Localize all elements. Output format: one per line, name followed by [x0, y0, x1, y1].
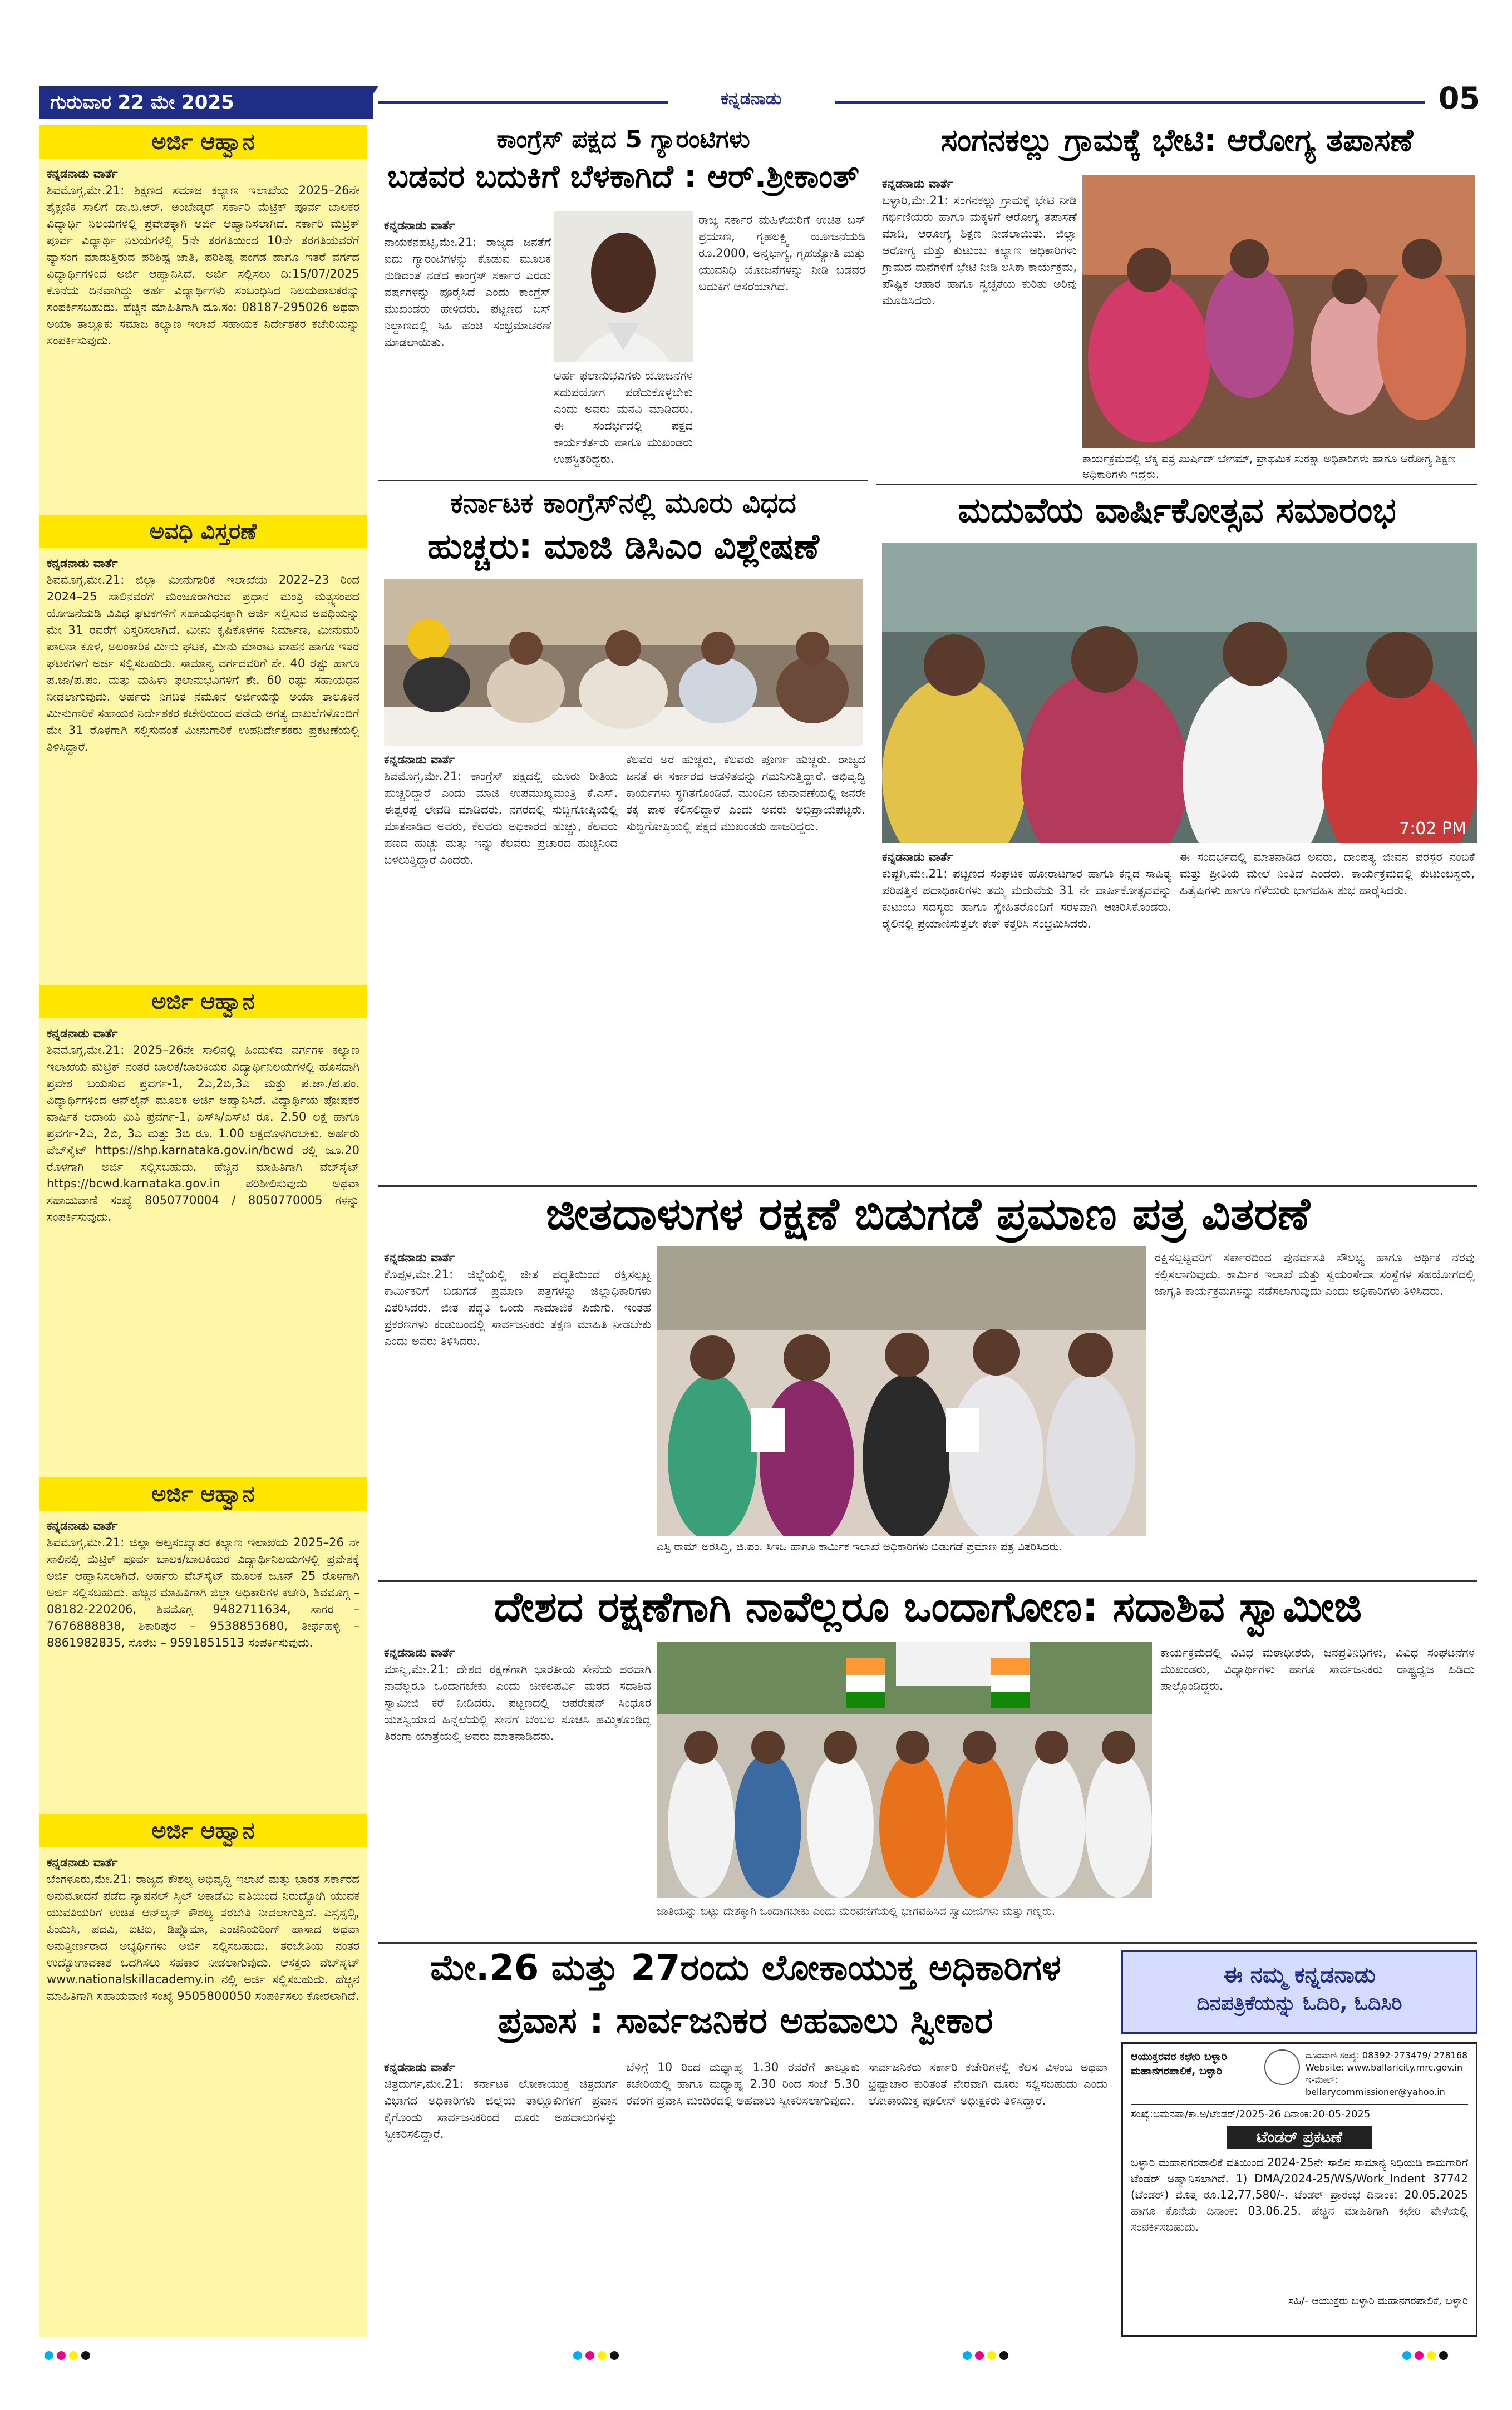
byline: ಕನ್ನಡನಾಡು ವಾರ್ತೆ [47, 1519, 118, 1532]
promo-line1: ಈ ನಮ್ಮ ಕನ್ನಡನಾಡು [1223, 1962, 1376, 1988]
nation-headline: ದೇಶದ ರಕ್ಷಣೆಗಾಗಿ ನಾವೆಲ್ಲರೂ ಒಂದಾಗೋಣ: ಸದಾಶಿವ ಸ್ವಾಮೀಜಿ [494, 1583, 1362, 1631]
certificate-distribution-image-icon [657, 1246, 1146, 1536]
portrait-photo [554, 211, 693, 362]
kc-body-2: ಕೆಲವರ ಅರೆ ಹುಚ್ಚರು, ಕೆಲವರು ಪೂರ್ಣ ಹುಚ್ಚರು. ರಾಜ್ಯದ ಜನತೆ ಈ ಸರ್ಕಾರದ ಆಡಳಿತವನ್ನು ಗಮನಿಸುತ್ತಿದ್ದಾರೆ. ಅಭಿವೃದ್ಧಿ ಕಾರ್ಯಗಳು ಸ್ಥಗಿತಗೊಂಡಿವೆ. ಮುಂದಿನ ಚುನಾವಣೆಯಲ್ಲಿ ಜನರೇ ತಕ್ಕ ಪಾಠ ಕಲಿಸಲಿದ್ದಾರೆ ಎಂದು ಅವರು ಅಭಿಪ್ರಾಯಪಟ್ಟರು. ಸುದ್ದಿಗೋಷ್ಠಿಯಲ್ಲಿ ಪಕ್ಷದ ಮುಖಂಡರು ಹಾಜರಿದ್ದರು. [626, 753, 865, 833]
nation-body-1 [384, 1644, 651, 1900]
promo-box [1121, 1950, 1477, 2034]
byline: ಕನ್ನಡನಾಡು ವಾರ್ತೆ [882, 850, 953, 864]
congress-body-3: ರಾಜ್ಯ ಸರ್ಕಾರ ಮಹಿಳೆಯರಿಗೆ ಉಚಿತ ಬಸ್ ಪ್ರಯಾಣ, ಗೃಹಲಕ್ಷ್ಮಿ ಯೋಜನೆಯಡಿ ರೂ.2000, ಅನ್ನಭಾಗ್ಯ, ಗೃಹಜ್ಯೋತಿ ಮತ್ತು ಯುವನಿಧಿ ಯೋಜನೆಗಳನ್ನು ನೀಡಿ ಬಡವರ ಬದುಕಿಗೆ ಆಸರೆಯಾಗಿದೆ. [698, 213, 865, 293]
bonded-labour-body-2: ರಕ್ಷಿಸಲ್ಪಟ್ಟವರಿಗೆ ಸರ್ಕಾರದಿಂದ ಪುನರ್ವಸತಿ ಸೌಲಭ್ಯ ಹಾಗೂ ಆರ್ಥಿಕ ನೆರವು ಕಲ್ಪಿಸಲಾಗುವುದು. ಕಾರ್ಮಿಕ ಇಲಾಖೆ ಮತ್ತು ಸ್ವಯಂಸೇವಾ ಸಂಸ್ಥೆಗಳ ಸಹಯೋಗದಲ್ಲಿ ಜಾಗೃತಿ ಕಾರ್ಯಕ್ರಮಗಳನ್ನು ನಡೆಸಲಾಗುವುದು ಎಂದು ಅಧಿಕಾರಿಗಳು ತಿಳಿಸಿದರು. [1155, 1251, 1475, 1298]
section-heading: ಅರ್ಜಿ ಆಹ್ವಾನ [39, 1477, 367, 1511]
divider [378, 1185, 1477, 1187]
photo-timestamp: 7:02 PM [1399, 819, 1466, 839]
kc-headline: ಹುಚ್ಚರು: ಮಾಜಿ ಡಿಸಿಎಂ ವಿಶ್ಲೇಷಣೆ [427, 526, 819, 566]
section-heading: ಅರ್ಜಿ ಆಹ್ವಾನ [39, 985, 367, 1018]
tender-office: ಆಯುಕ್ತರವರ ಕಛೇರಿ ಬಳ್ಳಾರಿ ಮಹಾನಗರಪಾಲಿಕೆ, ಬಳ್ಳಾರಿ [1131, 2051, 1227, 2077]
sanganakallu-headline: ಸಂಗನಕಲ್ಲು ಗ್ರಾಮಕ್ಕೆ ಭೇಟಿ: ಆರೋಗ್ಯ ತಪಾಸಣೆ [940, 122, 1414, 159]
registration-dots [573, 2351, 622, 2362]
byline: ಕನ್ನಡನಾಡು ವಾರ್ತೆ [47, 1027, 118, 1040]
certificate-distribution-photo [657, 1246, 1146, 1536]
divider [378, 480, 868, 481]
section-heading: ಅರ್ಜಿ ಆಹ್ವಾನ [39, 125, 367, 159]
article-text: ಶಿವಮೊಗ್ಗ,ಮೇ.21: ಕಾಂಗ್ರೆಸ್ ಪಕ್ಷದಲ್ಲಿ ಮೂರು ರೀತಿಯ ಹುಚ್ಚರಿದ್ದಾರೆ ಎಂದು ಮಾಜಿ ಉಪಮುಖ್ಯಮಂತ್ರಿ ಕೆ.ಎಸ್. ಈಶ್ವರಪ್ಪ ಲೇವಡಿ ಮಾಡಿದರು. ನಗರದಲ್ಲಿ ಸುದ್ದಿಗೋಷ್ಠಿಯಲ್ಲಿ ಮಾತನಾಡಿದ ಅವರು, ಕೆಲವರು ಅಧಿಕಾರದ ಹುಚ್ಚು, ಕೆಲವರು ಹಣದ ಹುಚ್ಚು ಮತ್ತು ಇನ್ನು ಕೆಲವರು ಪ್ರಚಾರದ ಹುಚ್ಚಿನಿಂದ ಬಳಲುತ್ತಿದ್ದಾರೆ ಎಂದರು. [384, 770, 618, 866]
notice-body [47, 1025, 359, 1470]
date-banner [39, 86, 373, 119]
photo-caption: ಎಸ್ಪಿ ರಾಮ್ ಅರಸಿದ್ದಿ, ಜಿ.ಪಂ. ಸಿಇಒ ಹಾಗೂ ಕಾರ್ಮಿಕ ಇಲಾಖೆ ಅಧಿಕಾರಿಗಳು ಬಿಡುಗಡೆ ಪ್ರಮಾಣ ಪತ್ರ ವಿತರಿಸಿದರು. [657, 1540, 1062, 1553]
byline: ಕನ್ನಡನಾಡು ವಾರ್ತೆ [384, 1646, 455, 1659]
notice-text: ಶಿವಮೊಗ್ಗ,ಮೇ.21: ಜಿಲ್ಲಾ ಅಲ್ಪಸಂಖ್ಯಾತರ ಕಲ್ಯಾಣ ಇಲಾಖೆಯ 2025–26 ನೇ ಸಾಲಿನಲ್ಲಿ ಮೆಟ್ರಿಕ್ ಪೂರ್ವ ಬಾಲಕ/ಬಾಲಕಿಯರ ವಿದ್ಯಾರ್ಥಿನಿಲಯಗಳಲ್ಲಿ ಪ್ರವೇಶಕ್ಕೆ ಅರ್ಜಿ ಆಹ್ವಾನಿಸಲಾಗಿದೆ. ಅರ್ಹರು ವೆಬ್‌ಸೈಟ್ ಮೂಲಕ ಜೂನ್ 25 ರೊಳಗಾಗಿ ಅರ್ಜಿ ಸಲ್ಲಿಸಬಹುದು. ಹೆಚ್ಚಿನ ಮಾಹಿತಿಗಾಗಿ ಜಿಲ್ಲಾ ಅಧಿಕಾರಿಗಳ ಕಚೇರಿ, ಶಿವಮೊಗ್ಗ – 08182-220206, ಶಿವಮೊಗ್ಗ 9482711634, ಸಾಗರ – 7676888838, ಶಿಕಾರಿಪುರ – 9538853680, ತೀರ್ಥಹಳ್ಳಿ – 8861982835, ಸೊರಬ – 9591851513 ಸಂಪರ್ಕಿಸುವುದು. [47, 1536, 359, 1649]
article-text: ನಾಯಕನಹಟ್ಟಿ,ಮೇ.21: ರಾಜ್ಯದ ಜನತೆಗೆ ಐದು ಗ್ಯಾರಂಟಿಗಳನ್ನು ಕೊಡುವ ಮೂಲಕ ನುಡಿದಂತೆ ನಡೆದ ಕಾಂಗ್ರೆಸ್ ಸರ್ಕಾರ ಎರಡು ವರ್ಷಗಳನ್ನು ಪೂರೈಸಿದೆ ಎಂದು ಕಾಂಗ್ರೆಸ್ ಮುಖಂಡರು ಹೇಳಿದರು. ಪಟ್ಟಣದ ಬಸ್ ನಿಲ್ದಾಣದಲ್ಲಿ ಸಿಹಿ ಹಂಚಿ ಸಂಭ್ರಮಾಚರಣೆ ಮಾಡಲಾಯಿತು. [384, 235, 551, 349]
section-heading: ಅರ್ಜಿ ಆಹ್ವಾನ [39, 1814, 367, 1847]
byline: ಕನ್ನಡನಾಡು ವಾರ್ತೆ [384, 753, 455, 766]
article-text: ಕುಷ್ಟಗಿ,ಮೇ.21: ಪಟ್ಟಣದ ಸಂಘಟಕ ಹೋರಾಟಗಾರ ಹಾಗೂ ಕನ್ನಡ ಸಾಹಿತ್ಯ ಪರಿಷತ್ತಿನ ಪದಾಧಿಕಾರಿಗಳು ತಮ್ಮ ಮದುವೆಯ 31 ನೇ ವಾರ್ಷಿಕೋತ್ಸವವನ್ನು ಕುಟುಂಬ ಸದಸ್ಯರು ಹಾಗೂ ಸ್ನೇಹಿತರೊಂದಿಗೆ ಸರಳವಾಗಿ ಆಚರಿಸಿಕೊಂಡರು. ರೈಲಿನಲ್ಲಿ ಪ್ರಯಾಣಿಸುತ್ತಲೇ ಕೇಕ್ ಕತ್ತರಿಸಿ ಸಂಭ್ರಮಿಸಿದರು. [882, 867, 1171, 930]
photo-caption: ಕಾರ್ಯಕ್ರಮದಲ್ಲಿ ಲೆಕ್ಕ ಪತ್ರ ಖುರ್ಷಿದ್ ಬೇಗಮ್, ಪ್ರಾಥಮಿಕ ಸುರಕ್ಷಾ ಅಧಿಕಾರಿಗಳು ಹಾಗೂ ಆರೋಗ್ಯ ಶಿಕ್ಷಣ ಅಧಿಕಾರಿಗಳು ಇದ್ದರು. [1082, 452, 1456, 481]
article-text: ಮಾನ್ವಿ,ಮೇ.21: ದೇಶದ ರಕ್ಷಣೆಗಾಗಿ ಭಾರತೀಯ ಸೇನೆಯ ಪರವಾಗಿ ನಾವೆಲ್ಲರೂ ಒಂದಾಗಬೇಕು ಎಂದು ಚೀಕಲಪರ್ವಿ ಮಠದ ಸದಾಶಿವ ಸ್ವಾಮೀಜಿ ಕರೆ ನೀಡಿದರು. ಪಟ್ಟಣದಲ್ಲಿ ಆಪರೇಷನ್ ಸಿಂಧೂರ ಯಶಸ್ವಿಯಾದ ಹಿನ್ನೆಲೆಯಲ್ಲಿ ಸೇನೆಗೆ ಬೆಂಬಲ ಸೂಚಿಸಿ ಹಮ್ಮಿಕೊಂಡಿದ್ದ ತಿರಂಗಾ ಯಾತ್ರೆಯಲ್ಲಿ ಅವರು ಮಾತನಾಡಿದರು. [384, 1663, 651, 1743]
notice-body [47, 1517, 359, 1807]
wedding-body-1 [882, 849, 1171, 1177]
date-text: ಗುರುವಾರ 22 ಮೇ 2025 [50, 91, 234, 114]
byline: ಕನ್ನಡನಾಡು ವಾರ್ತೆ [47, 167, 118, 180]
tender-sign: ಸಹಿ/- ಆಯುಕ್ತರು ಬಳ್ಳಾರಿ ಮಹಾನಗರಪಾಲಿಕೆ, ಬಳ್ಳಾರಿ [1288, 2295, 1468, 2307]
wedding-image-icon [882, 543, 1477, 843]
header-rule [378, 101, 1425, 104]
notice-text: ಶಿವಮೊಗ್ಗ,ಮೇ.21: ಜಿಲ್ಲಾ ಮೀನುಗಾರಿಕೆ ಇಲಾಖೆಯ 2022–23 ರಿಂದ 2024–25 ಸಾಲಿನವರೆಗೆ ಮಂಜೂರಾಗಿರುವ ಪ್ರಧಾನ ಮಂತ್ರಿ ಮತ್ಸ್ಯಸಂಪದ ಯೋಜನೆಯಡಿ ವಿವಿಧ ಘಟಕಗಳಿಗೆ ಸಹಾಯಧನಕ್ಕಾಗಿ ಅರ್ಜಿ ಸಲ್ಲಿಸುವ ಅವಧಿಯನ್ನು ಮೇ 31 ರವರೆಗೆ ವಿಸ್ತರಿಸಲಾಗಿದೆ. ಮೀನು ಕೃಷಿಕೊಳಗಳ ನಿರ್ಮಾಣ, ಮೀನುಮರಿ ಪಾಲನಾ ಕೊಳ, ಅಲಂಕಾರಿಕ ಮೀನು ಘಟಕ, ಮೀನು ಮಾರಾಟ ವಾಹನ ಹಾಗೂ ಇತರೆ ಘಟಕಗಳಿಗೆ ಅರ್ಜಿ ಸಲ್ಲಿಸಬಹುದು. ಸಾಮಾನ್ಯ ವರ್ಗದವರಿಗೆ ಶೇ. 40 ರಷ್ಟು ಹಾಗೂ ಪ.ಜಾ/ಪ.ಪಂ. ಮತ್ತು ಮಹಿಳಾ ಫಲಾನುಭವಿಗಳಿಗೆ ಶೇ. 60 ರಷ್ಟು ಸಹಾಯಧನ ನೀಡಲಾಗುವುದು. ಅರ್ಹರು ನಿಗದಿತ ನಮೂನೆ ಅರ್ಜಿಯನ್ನು ಅಯಾ ತಾಲೂಕಿನ ಮೀನುಗಾರಿಕೆ ಸಹಾಯಕ ನಿರ್ದೇಶಕರ ಕಚೇರಿಯಿಂದ ಪಡೆದು ಅಗತ್ಯ ದಾಖಲೆಗಳೊಂದಿಗೆ ಮೇ 31 ರೊಳಗಾಗಿ ಸಲ್ಲಿಸುವಂತೆ ಮೀನುಗಾರಿಕೆ ಉಪನಿರ್ದೇಶಕರು ಪ್ರಕಟಣೆಯಲ್ಲಿ ತಿಳಿಸಿದ್ದಾರೆ. [47, 573, 359, 753]
lokayukta-body-2: ಬೆಳಿಗ್ಗೆ 10 ರಿಂದ ಮಧ್ಯಾಹ್ನ 1.30 ರವರೆಗೆ ತಾಲ್ಲೂಕು ಕಚೇರಿಯಲ್ಲಿ ಹಾಗೂ ಮಧ್ಯಾಹ್ನ 2.30 ರಿಂದ ಸಂಜೆ 5.30 ರವರೆಗೆ ಪ್ರವಾಸಿ ಮಂದಿರದಲ್ಲಿ ಅಹವಾಲು ಸ್ವೀಕರಿಸಲಾಗುವುದು. [626, 2061, 860, 2107]
notice-text: ಬೆಂಗಳೂರು,ಮೇ.21: ರಾಜ್ಯದ ಕೌಶಲ್ಯ ಅಭಿವೃದ್ಧಿ ಇಲಾಖೆ ಮತ್ತು ಭಾರತ ಸರ್ಕಾರದ ಅನುಮೋದನೆ ಪಡೆದ ನ್ಯಾಷನಲ್ ಸ್ಕಿಲ್ ಅಕಾಡೆಮಿ ವತಿಯಿಂದ ನಿರುದ್ಯೋಗಿ ಯುವಕ ಯುವತಿಯರಿಗೆ ಉಚಿತ ಆನ್‌ಲೈನ್ ಕೌಶಲ್ಯ ತರಬೇತಿ ನೀಡಲಾಗುತ್ತಿದೆ. ಎಸ್ಸೆಸ್ಸೆಲ್ಸಿ, ಪಿಯುಸಿ, ಪದವಿ, ಐಟಿಐ, ಡಿಪ್ಲೊಮಾ, ಎಂಜಿನಿಯರಿಂಗ್ ಪಾಸಾದ ಅಥವಾ ಅನುತ್ತೀರ್ಣರಾದ ಅಭ್ಯರ್ಥಿಗಳು ಅರ್ಜಿ ಸಲ್ಲಿಸಬಹುದು. ತರಬೇತಿಯ ನಂತರ ಉದ್ಯೋಗಾವಕಾಶ ಒದಗಿಸಲು ಸಹಕಾರ ನೀಡಲಾಗುವುದು. ಆಸಕ್ತರು ವೆಬ್‌ಸೈಟ್ www.nationalskillacademy.in ನಲ್ಲಿ ಅರ್ಜಿ ಸಲ್ಲಿಸಬಹುದು. ಹೆಚ್ಚಿನ ಮಾಹಿತಿಗಾಗಿ ಸಹಾಯವಾಣಿ ಸಂಖ್ಯೆ 9505800050 ಸಂಪರ್ಕಿಸಲು ಕೋರಲಾಗಿದೆ. [47, 1872, 359, 2003]
kc-body-1 [384, 751, 618, 1180]
divider [378, 1942, 1477, 1944]
notice-body [47, 1854, 359, 2333]
byline: ಕನ್ನಡನಾಡು ವಾರ್ತೆ [384, 2061, 455, 2074]
masthead-brand: ಕನ್ನಡನಾಡು [668, 89, 835, 117]
tender-ref: ಸಂಖ್ಯೆ:ಬಮನಪಾ/ಕಾ.ಅ/ಟೆಂಡರ್/2025-26 ದಿನಾಂಕ:20-05-2025 [1131, 2104, 1468, 2120]
wedding-body-2: ಈ ಸಂದರ್ಭದಲ್ಲಿ ಮಾತನಾಡಿದ ಅವರು, ದಾಂಪತ್ಯ ಜೀವನ ಪರಸ್ಪರ ನಂಬಿಕೆ ಮತ್ತು ಪ್ರೀತಿಯ ಮೇಲೆ ನಿಂತಿದೆ ಎಂದರು. ಕಾರ್ಯಕ್ರಮದಲ್ಲಿ ಕುಟುಂಬಸ್ಥರು, ಹಿತೈಷಿಗಳು ಹಾಗೂ ಗೆಳೆಯರು ಭಾಗವಹಿಸಿ ಶುಭ ಹಾರೈಸಿದರು. [1180, 850, 1475, 897]
divider [378, 1580, 1477, 1582]
lokayukta-headline-line1: ಮೇ.26 ಮತ್ತು 27ರಂದು ಲೋಕಾಯುಕ್ತ ಅಧಿಕಾರಿಗಳ [430, 1948, 1061, 1989]
congress-kicker: ಕಾಂಗ್ರೆಸ್ ಪಕ್ಷದ 5 ಗ್ಯಾರಂಟಿಗಳು [496, 125, 750, 154]
tender-heading: ಟೆಂಡರ್ ಪ್ರಕಟಣೆ [1227, 2126, 1372, 2149]
kc-kicker: ಕರ್ನಾಟಕ ಕಾಂಗ್ರೆಸ್‌ನಲ್ಲಿ ಮೂರು ವಿಧದ [450, 487, 796, 519]
wedding-headline: ಮದುವೆಯ ವಾರ್ಷಿಕೋತ್ಸವ ಸಮಾರಂಭ [958, 490, 1396, 530]
date-banner-slant [356, 86, 378, 119]
article-text: ಬಳ್ಳಾರಿ,ಮೇ.21: ಸಂಗನಕಲ್ಲು ಗ್ರಾಮಕ್ಕೆ ಭೇಟಿ ನೀಡಿ ಗರ್ಭಿಣಿಯರು ಹಾಗೂ ಮಕ್ಕಳಿಗೆ ಆರೋಗ್ಯ ತಪಾಸಣೆ ಮಾಡಿ, ಆರೋಗ್ಯ ಶಿಕ್ಷಣ ನೀಡಲಾಯಿತು. ಜಿಲ್ಲಾ ಆರೋಗ್ಯ ಮತ್ತು ಕುಟುಂಬ ಕಲ್ಯಾಣ ಅಧಿಕಾರಿಗಳು ಗ್ರಾಮದ ಮನೆಗಳಿಗೆ ಭೇಟಿ ನೀಡಿ ಲಸಿಕಾ ಕಾರ್ಯಕ್ರಮ, ಪೌಷ್ಟಿಕ ಆಹಾರ ಹಾಗೂ ಸ್ವಚ್ಛತೆಯ ಕುರಿತು ಅರಿವು ಮೂಡಿಸಿದರು. [882, 194, 1077, 307]
emblem-icon [1264, 2049, 1300, 2085]
article-text: ಚಿತ್ರದುರ್ಗ,ಮೇ.21: ಕರ್ನಾಟಕ ಲೋಕಾಯುಕ್ತ ಚಿತ್ರದುರ್ಗ ವಿಭಾಗದ ಅಧಿಕಾರಿಗಳು ಜಿಲ್ಲೆಯ ತಾಲ್ಲೂಕುಗಳಿಗೆ ಪ್ರವಾಸ ಕೈಗೊಂಡು ಸಾರ್ವಜನಿಕರಿಂದ ದೂರು ಅಹವಾಲುಗಳನ್ನು ಸ್ವೀಕರಿಸಲಿದ್ದಾರೆ. [384, 2077, 618, 2141]
byline: ಕನ್ನಡನಾಡು ವಾರ್ತೆ [882, 177, 953, 190]
notice-text: ಶಿವಮೊಗ್ಗ,ಮೇ.21: 2025–26ನೇ ಸಾಲಿನಲ್ಲಿ ಹಿಂದುಳಿದ ವರ್ಗಗಳ ಕಲ್ಯಾಣ ಇಲಾಖೆಯ ಮೆಟ್ರಿಕ್ ನಂತರ ಬಾಲಕ/ಬಾಲಕಿಯರ ವಿದ್ಯಾರ್ಥಿನಿಲಯಗಳಲ್ಲಿ ಹೊಸದಾಗಿ ಪ್ರವೇಶ ಬಯಸುವ ಪ್ರವರ್ಗ-1, 2ಎ,2ಬಿ,3ಎ ಮತ್ತು ಪ.ಜಾ./ಪ.ಪಂ. ವಿದ್ಯಾರ್ಥಿಗಳಿಂದ ಆನ್‌ಲೈನ್ ಮೂಲಕ ಅರ್ಜಿ ಆಹ್ವಾನಿಸಿದೆ. ವಿದ್ಯಾರ್ಥಿಯ ಪೋಷಕರ ವಾರ್ಷಿಕ ಆದಾಯ ಮಿತಿ ಪ್ರವರ್ಗ-1, ಎಸ್‌ಸಿ/ಎಸ್‌ಟಿ ರೂ. 2.50 ಲಕ್ಷ ಹಾಗೂ ಪ್ರವರ್ಗ-2ಎ, 2ಬಿ, 3ಎ ಮತ್ತು 3ಬಿ ರೂ. 1.00 ಲಕ್ಷದೊಳಗಿರಬೇಕು. ಅರ್ಹರು ವೆಬ್‌ಸೈಟ್ https://shp.karnataka.gov.in/bcwd ರಲ್ಲಿ ಜೂ.20 ರೊಳಗಾಗಿ ಅರ್ಜಿ ಸಲ್ಲಿಸಬಹುದು. ಹೆಚ್ಚಿನ ಮಾಹಿತಿಗಾಗಿ ವೆಬ್‌ಸೈಟ್ https://bcwd.karnataka.gov.in ಪರಿಶೀಲಿಸುವುದು ಅಥವಾ ಸಹಾಯವಾಣಿ ಸಂಖ್ಯೆ 8050770004 / 8050770005 ಗಳನ್ನು ಸಂಪರ್ಕಿಸುವುದು. [47, 1043, 359, 1224]
registration-dots [1402, 2351, 1451, 2362]
divider [876, 484, 1477, 485]
byline: ಕನ್ನಡನಾಡು ವಾರ್ತೆ [47, 556, 118, 570]
left-notices-column [39, 125, 367, 2337]
byline: ಕನ್ನಡನಾಡು ವಾರ್ತೆ [384, 219, 455, 232]
wedding-photo [882, 543, 1477, 843]
section-heading: ಅವಧಿ ವಿಸ್ತರಣೆ [39, 515, 367, 548]
notice-body [47, 165, 359, 510]
congress-body-1 [384, 217, 551, 473]
article-text: ಕೊಪ್ಪಳ,ಮೇ.21: ಜಿಲ್ಲೆಯಲ್ಲಿ ಜೀತ ಪದ್ಧತಿಯಿಂದ ರಕ್ಷಿಸಲ್ಪಟ್ಟ ಕಾರ್ಮಿಕರಿಗೆ ಬಿಡುಗಡೆ ಪ್ರಮಾಣ ಪತ್ರಗಳನ್ನು ಜಿಲ್ಲಾಧಿಕಾರಿಗಳು ವಿತರಿಸಿದರು. ಜೀತ ಪದ್ಧತಿ ಒಂದು ಸಾಮಾಜಿಕ ಪಿಡುಗು. ಇಂತಹ ಪ್ರಕರಣಗಳು ಕಂಡುಬಂದಲ್ಲಿ ಸಾರ್ವಜನಿಕರು ತಕ್ಷಣ ಮಾಹಿತಿ ನೀಡಬೇಕು ಎಂದು ಅವರು ತಿಳಿಸಿದರು. [384, 1268, 651, 1348]
notice-body [47, 555, 359, 978]
congress-body-2: ಅರ್ಹ ಫಲಾನುಭವಿಗಳು ಯೋಜನೆಗಳ ಸದುಪಯೋಗ ಪಡೆದುಕೊಳ್ಳಬೇಕು ಎಂದು ಅವರು ಮನವಿ ಮಾಡಿದರು. ಈ ಸಂದರ್ಭದಲ್ಲಿ ಪಕ್ಷದ ಕಾರ್ಯಕರ್ತರು ಹಾಗೂ ಮುಖಂಡರು ಉಪಸ್ಥಿತರಿದ್ದರು. [554, 369, 693, 466]
bonded-labour-body-1 [384, 1249, 651, 1578]
tender-contact: ದೂರವಾಣಿ ಸಂಖ್ಯೆ: 08392-273479/ 278168 Website: www.ballaricity.mrc.gov.in ಇ-ಮೇಲ್: bellarycommissioner@yahoo.in [1306, 2050, 1468, 2097]
nation-body-2: ಕಾರ್ಯಕ್ರಮದಲ್ಲಿ ವಿವಿಧ ಮಠಾಧೀಶರು, ಜನಪ್ರತಿನಿಧಿಗಳು, ವಿವಿಧ ಸಂಘಟನೆಗಳ ಮುಖಂಡರು, ವಿದ್ಯಾರ್ಥಿಗಳು ಹಾಗೂ ಸಾರ್ವಜನಿಕರು ರಾಷ್ಟ್ರಧ್ವಜ ಹಿಡಿದು ಪಾಲ್ಗೊಂಡಿದ್ದರು. [1160, 1646, 1475, 1693]
tender-text: ಬಳ್ಳಾರಿ ಮಹಾನಗರಪಾಲಿಕೆ ವತಿಯಿಂದ 2024-25ನೇ ಸಾಲಿನ ಸಾಮಾನ್ಯ ನಿಧಿಯಡಿ ಕಾಮಗಾರಿಗೆ ಟೆಂಡರ್ ಆಹ್ವಾನಿಸಲಾಗಿದೆ. 1) DMA/2024-25/WS/Work_Indent 37742 (ಟೆಂಡರ್) ಮೊತ್ತ ರೂ.12,77,580/-. ಟೆಂಡರ್ ಪ್ರಾರಂಭ ದಿನಾಂಕ: 20.05.2025 ಹಾಗೂ ಕೊನೆಯ ದಿನಾಂಕ: 03.06.25. ಹೆಚ್ಚಿನ ಮಾಹಿತಿಗಾಗಿ ಕಛೇರಿ ವೇಳೆಯಲ್ಲಿ ಸಂಪರ್ಕಿಸಬಹುದು. [1131, 2156, 1468, 2234]
byline: ಕನ್ನಡನಾಡು ವಾರ್ತೆ [47, 1856, 118, 1869]
promo-line2: ದಿನಪತ್ರಿಕೆಯನ್ನು ಓದಿರಿ, ಓದಿಸಿರಿ [1196, 1992, 1402, 2015]
person-portrait-icon [554, 211, 693, 362]
tiranga-yatra-image-icon [657, 1642, 1152, 1898]
press-meet-photo [384, 579, 863, 746]
page-number: 05 [1438, 81, 1480, 116]
sanganakallu-body [882, 175, 1077, 476]
press-meet-image-icon [384, 579, 863, 746]
registration-dots [963, 2351, 1012, 2362]
health-checkup-image-icon [1082, 175, 1475, 448]
lokayukta-headline-line2: ಪ್ರವಾಸ : ಸಾರ್ವಜನಿಕರ ಅಹವಾಲು ಸ್ವೀಕಾರ [498, 2000, 993, 2042]
lokayukta-body-3: ಸಾರ್ವಜನಿಕರು ಸರ್ಕಾರಿ ಕಚೇರಿಗಳಲ್ಲಿ ಕೆಲಸ ವಿಳಂಬ ಅಥವಾ ಭ್ರಷ್ಟಾಚಾರ ಕುರಿತಂತೆ ನೇರವಾಗಿ ದೂರು ಸಲ್ಲಿಸಬಹುದು ಎಂದು ಲೋಕಾಯುಕ್ತ ಪೊಲೀಸ್ ಅಧೀಕ್ಷಕರು ತಿಳಿಸಿದ್ದಾರೆ. [868, 2061, 1107, 2107]
tiranga-yatra-photo [657, 1642, 1152, 1898]
health-checkup-photo [1082, 175, 1475, 448]
notice-text: ಶಿವಮೊಗ್ಗ,ಮೇ.21: ಶಿಕ್ಷಣದ ಸಮಾಜ ಕಲ್ಯಾಣ ಇಲಾಖೆಯ 2025–26ನೇ ಶೈಕ್ಷಣಿಕ ಸಾಲಿಗೆ ಡಾ.ಬಿ.ಆರ್. ಅಂಬೇಡ್ಕರ್ ಸರ್ಕಾರಿ ಮೆಟ್ರಿಕ್ ಪೂರ್ವ ಬಾಲಕರ ವಿದ್ಯಾರ್ಥಿ ನಿಲಯಗಳಲ್ಲಿ ಪ್ರವೇಶಕ್ಕಾಗಿ ಅರ್ಜಿ ಆಹ್ವಾನಿಸಲಾಗಿದೆ. ಸರ್ಕಾರಿ ಮೆಟ್ರಿಕ್ ಪೂರ್ವ ವಿದ್ಯಾರ್ಥಿ ನಿಲಯಗಳಲ್ಲಿ 5ನೇ ತರಗತಿಯಿಂದ 10ನೇ ತರಗತಿಯವರೆಗೆ ವ್ಯಾಸಂಗ ಮಾಡುತ್ತಿರುವ ಪರಿಶಿಷ್ಟ ಜಾತಿ, ಪರಿಶಿಷ್ಟ ಪಂಗಡ ಹಾಗೂ ಇತರೆ ವರ್ಗದ ವಿದ್ಯಾರ್ಥಿಗಳಿಂದ ಅರ್ಜಿ ಆಹ್ವಾನಿಸಿದೆ. ಅರ್ಜಿ ಸಲ್ಲಿಸಲು ದಿ:15/07/2025 ಕೊನೆಯ ದಿನವಾಗಿದ್ದು ಅರ್ಹ ವಿದ್ಯಾರ್ಥಿಗಳು ಸಂಬಂಧಿಸಿದ ನಿಲಯಪಾಲಕರನ್ನು ಸಂಪರ್ಕಿಸಬಹುದು. ಹೆಚ್ಚಿನ ಮಾಹಿತಿಗಾಗಿ ದೂ.ಸಂ: 08187-295026 ಅಥವಾ ಅಯಾ ತಾಲ್ಲೂಕು ಸಮಾಜ ಕಲ್ಯಾಣ ಇಲಾಖೆ ಸಹಾಯಕ ನಿರ್ದೇಶಕರ ಕಚೇರಿಯನ್ನು ಸಂಪರ್ಕಿಸುವುದು. [47, 184, 359, 347]
congress-headline: ಬಡವರ ಬದುಕಿಗೆ ಬೆಳಕಾಗಿದೆ : ಆರ್.ಶ್ರೀಕಾಂತ್ [387, 159, 859, 195]
byline: ಕನ್ನಡನಾಡು ವಾರ್ತೆ [384, 1251, 455, 1264]
tender-notice [1121, 2042, 1477, 2337]
lokayukta-body-1 [384, 2059, 618, 2337]
registration-dots [45, 2351, 93, 2362]
photo-caption: ಜಾತಿಯನ್ನು ಬಿಟ್ಟು ದೇಶಕ್ಕಾಗಿ ಒಂದಾಗಬೇಕು ಎಂದು ಮೆರವಣಿಗೆಯಲ್ಲಿ ಭಾಗವಹಿಸಿದ ಸ್ವಾಮೀಜಿಗಳು ಮತ್ತು ಗಣ್ಯರು. [657, 1904, 1056, 1918]
bonded-labour-headline: ಜೀತದಾಳುಗಳ ರಕ್ಷಣೆ ಬಿಡುಗಡೆ ಪ್ರಮಾಣ ಪತ್ರ ವಿತರಣೆ [546, 1188, 1310, 1240]
